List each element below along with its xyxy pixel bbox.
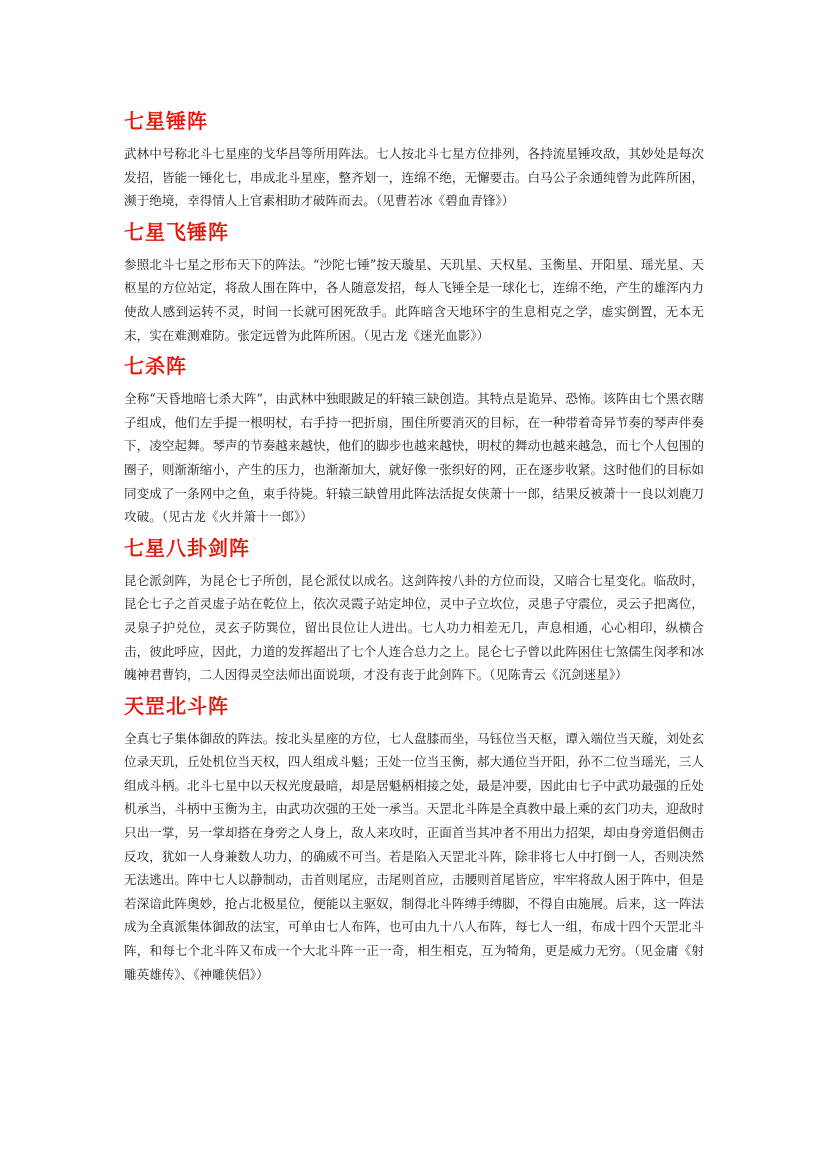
section-tiangang-beidou-zhen (124, 693, 704, 987)
section-qixing-bagua-jianzhen (124, 535, 704, 687)
section-body: 全真七子集体御敌的阵法。按北头星座的方位，七人盘膝而坐，马钰位当天枢，谭入端位当天璇，刘处玄位录天玑，丘处机位当天权，四人组成斗魁；王处一位当玉衡，郝大通位当开阳，孙不二位当瑶光，三人组成斗柄。北斗七星中以天权光度最暗，却是居魁柄相接之处，最是冲要，因此由七子中武功最强的丘处机承当，斗柄中玉衡为主，由武功次强的王处一承当。天罡北斗阵是全真教中最上乘的玄门功夫，迎敌时只出一掌，另一掌却搭在身旁之人身上，敌人来攻时，正面首当其冲者不用出力招架，却由身旁道侣侧击反攻，犹如一人身兼数人功力，的确威不可当。若是陷入天罡北斗阵，除非将七人中打倒一人，否则决然无法逃出。阵中七人以静制动，击首则尾应，击尾则首应，击腰则首尾皆应，牢牢将敌人困于阵中，但是若深谙此阵奥妙，抢占北极星位，便能以主驱奴，制得北斗阵缚手缚脚，不得自由施展。后来，这一阵法成为全真派集体御敌的法宝，可单由七人布阵，也可由九十八人布阵，每七人一组，布成十四个天罡北斗阵，和每七个北斗阵又布成一个大北斗阵一正一奇，相生相克，互为犄角，更是威力无穷。（见金庸《射雕英雄传》、《神雕侠侣》） (124, 730, 704, 982)
section-body: 昆仑派剑阵，为昆仑七子所创，昆仑派仗以成名。这剑阵按八卦的方位而设，又暗合七星变化。临敌时，昆仑七子之首灵虚子站在乾位上，依次灵霞子站定坤位，灵中子立坎位，灵患子守震位，灵云子把离位，灵泉子护兑位，灵玄子防巽位，留出艮位让人进出。七人功力相差无几，声息相通，心心相印，纵横合击，彼此呼应，因此，力道的发挥超出了七个人连合总力之上。昆仑七子曾以此阵困住七煞儒生闵孝和冰魄神君曹钧，二人因得灵空法师出面说项，才没有丧于此剑阵下。（见陈青云《沉剑迷星》） (124, 572, 704, 683)
section-title: 七星八卦剑阵 (124, 535, 250, 560)
document-page (124, 108, 704, 992)
section-title: 天罡北斗阵 (124, 693, 229, 718)
section-title: 七杀阵 (124, 354, 187, 379)
section-qisha-zhen (124, 353, 704, 529)
section-qixing-chui-zhen (124, 108, 704, 213)
section-body: 武林中号称北斗七星座的戈华昌等所用阵法。七人按北斗七星方位排列，各持流星锤攻敌，其妙处是每次发招，皆能一锤化七，串成北斗星座，整齐划一，连绵不绝，无懈要击。白马公子余通纯曾为此阵所困，濒于绝境，幸得情人上官素相助才破阵而去。（见曹若冰《碧血青锋》） (124, 146, 704, 209)
section-qixing-feichui-zhen (124, 219, 704, 347)
section-title: 七星飞锤阵 (124, 219, 229, 244)
section-body: 全称“天昏地暗七杀大阵”，由武林中独眼跛足的轩辕三缺创造。其特点是诡异、恐怖。该阵由七个黑衣瞎子组成，他们左手提一根明杖，右手持一把折扇，围住所要消灭的目标，在一种带着奇异节奏的琴声伴奏下，凌空起舞。琴声的节奏越来越快，他们的脚步也越来越快，明杖的舞动也越来越急，而七个人包围的圈子，则渐渐缩小，产生的压力，也渐渐加大，就好像一张织好的网，正在逐步收紧。这时他们的目标如同变成了一条网中之鱼，束手待毙。轩辕三缺曾用此阵法活捉女侠萧十一郎，结果反被萧十一良以刘鹿刀攻破。（见古龙《火并箫十一郎》） (124, 391, 704, 525)
section-body: 参照北斗七星之形布天下的阵法。“沙陀七锤”按天璇星、天玑星、天权星、玉衡星、开阳星、瑶光星、天枢星的方位站定，将敌人围在阵中，各人随意发招，每人飞锤全是一球化七，连绵不绝，产生的雄浑内力使敌人感到运转不灵，时间一长就可困死敌手。此阵暗含天地环宇的生息相克之学，虚实倒置，无本无末，实在难测难防。张定远曾为此阵所困。（见古龙《迷光血影》） (124, 256, 704, 343)
section-title: 七星锤阵 (124, 109, 208, 133)
